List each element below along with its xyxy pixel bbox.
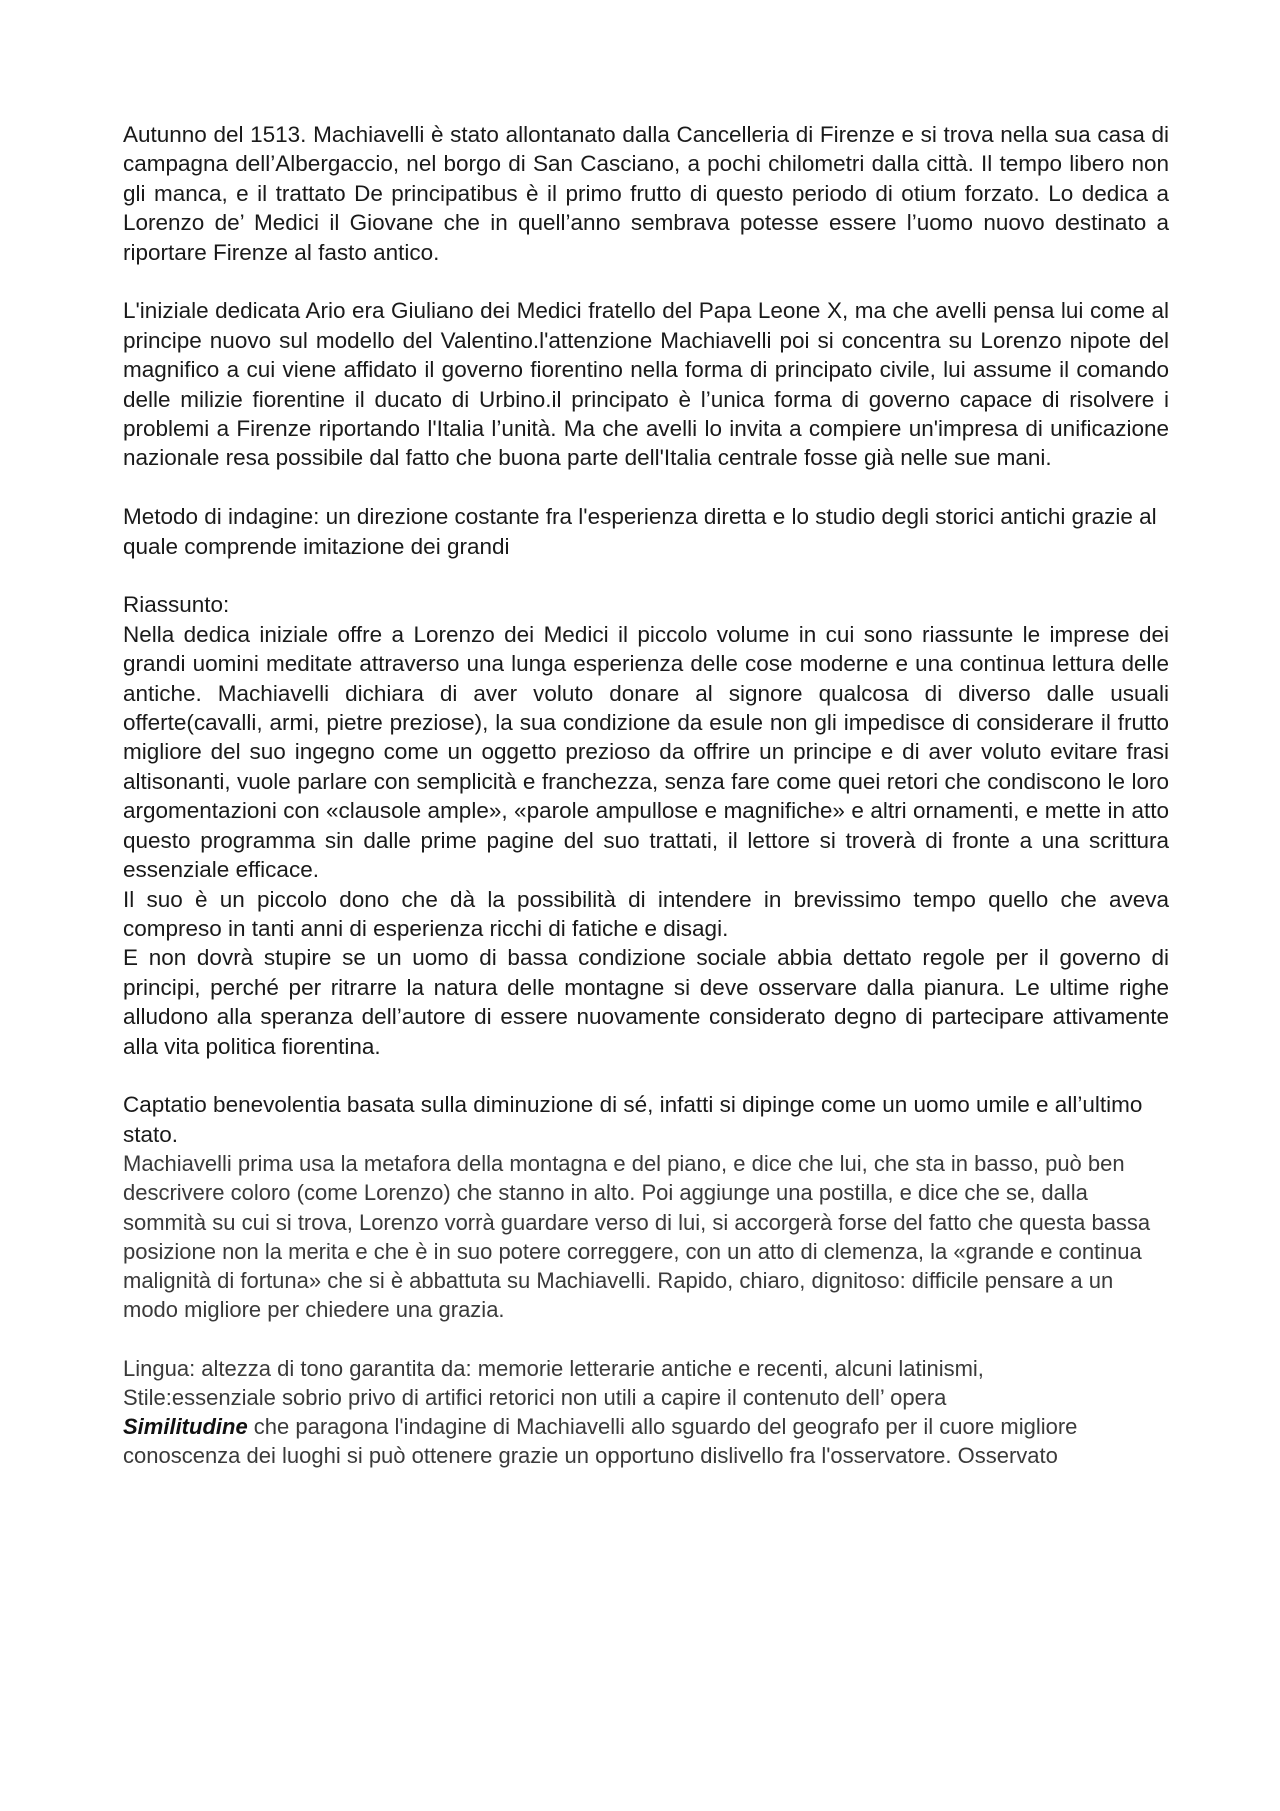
document-page: [123, 120, 1169, 1470]
paragraph-metodo: Metodo di indagine: un direzione costante fra l'esperienza diretta e lo studio degli storici antichi grazie al quale comprende imitazione dei grandi: [123, 504, 1157, 559]
paragraph-riassunto: Nella dedica iniziale offre a Lorenzo dei Medici il piccolo volume in cui sono riassunte le imprese dei grandi uomini meditate attraverso una lunga esperienza delle cose moderne e una continua lettura delle antiche. Machiavelli dichiara di aver voluto donare al signore qualcosa di diverso dalle usuali offerte(cavalli, armi, pietre preziose), la sua condizione da esule non gli impedisce di considerare il frutto migliore del suo ingegno come un oggetto prezioso da offrire un principe e di aver voluto evitare frasi altisonanti, vuole parlare con semplicità e franchezza, senza fare come quei retori che condiscono le loro argomentazioni con «clausole ample», «parole ampullose e magnifiche» e altri ornamenti, e mette in atto questo programma sin dalle prime pagine del suo trattati, il lettore si troverà di fronte a una scrittura essenziale efficace.: [123, 621, 1169, 883]
riassunto-block: [123, 590, 1169, 619]
paragraph-dono: Il suo è un piccolo dono che dà la possibilità di intendere in brevissimo tempo quello che aveva compreso in tanti anni di esperienza ricchi di fatiche e disagi.: [123, 886, 1169, 941]
paragraph-stile: Stile:essenziale sobrio privo di artifici retorici non utili a capire il contenuto dell’ opera: [123, 1384, 947, 1410]
riassunto-heading: Riassunto:: [123, 592, 230, 618]
similitudine-term: Similitudine: [123, 1413, 248, 1439]
secondary-text-section: [123, 1149, 1169, 1470]
paragraph-captatio: Captatio benevolentia basata sulla diminuzione di sé, infatti si dipinge come un uomo umile e all’ultimo stato.: [123, 1092, 1143, 1147]
paragraph-metafora: Machiavelli prima usa la metafora della montagna e del piano, e dice che lui, che sta in basso, può ben descrivere coloro (come Lorenzo) che stanno in alto. Poi aggiunge una postilla, e dice che se, dalla sommità su cui si trova, Lorenzo vorrà guardare verso di lui, si accorgerà forse del fatto che questa bassa posizione non la merita e che è in suo potere correggere, con un atto di clemenza, la «grande e continua malignità di fortuna» che si è abbattuta su Machiavelli. Rapido, chiaro, dignitoso: difficile pensare a un modo migliore per chiedere una grazia.: [123, 1151, 1151, 1323]
similitudine-text: che paragona l'indagine di Machiavelli allo sguardo del geografo per il cuore migliore conoscenza dei luoghi si può ottenere grazie un opportuno dislivello fra l'osservatore. Osservato: [123, 1413, 1078, 1469]
main-text-section: [123, 120, 1169, 1149]
paragraph-lingua: Lingua: altezza di tono garantita da: memorie letterarie antiche e recenti, alcuni latinismi,: [123, 1355, 984, 1381]
paragraph-similitudine: [123, 1412, 1169, 1470]
paragraph-dedica: L'iniziale dedicata Ario era Giuliano dei Medici fratello del Papa Leone X, ma che avelli pensa lui come al principe nuovo sul modello del Valentino.l'attenzione Machiavelli poi si concentra su Lorenzo nipote del magnifico a cui viene affidato il governo fiorentino nella forma di principato civile, lui assume il comando delle milizie fiorentine il ducato di Urbino.il principato è l’unica forma di governo capace di risolvere i problemi a Firenze riportando l'Italia l’unità. Ma che avelli lo invita a compiere un'impresa di unificazione nazionale resa possibile dal fatto che buona parte dell'Italia centrale fosse già nelle sue mani.: [123, 298, 1169, 471]
paragraph-intro: Autunno del 1513. Machiavelli è stato allontanato dalla Cancelleria di Firenze e si trova nella sua casa di campagna dell’Albergaccio, nel borgo di San Casciano, a pochi chilometri dalla città. Il tempo libero non gli manca, e il trattato De principatibus è il primo frutto di questo periodo di otium forzato. Lo dedica a Lorenzo de’ Medici il Giovane che in quell’anno sembrava potesse essere l’uomo nuovo destinato a riportare Firenze al fasto antico.: [123, 122, 1169, 265]
paragraph-stupire: E non dovrà stupire se un uomo di bassa condizione sociale abbia dettato regole per il governo di principi, perché per ritrarre la natura delle montagne si deve osservare dalla pianura. Le ultime righe alludono alla speranza dell’autore di essere nuovamente considerato degno di partecipare attivamente alla vita politica fiorentina.: [123, 945, 1169, 1059]
